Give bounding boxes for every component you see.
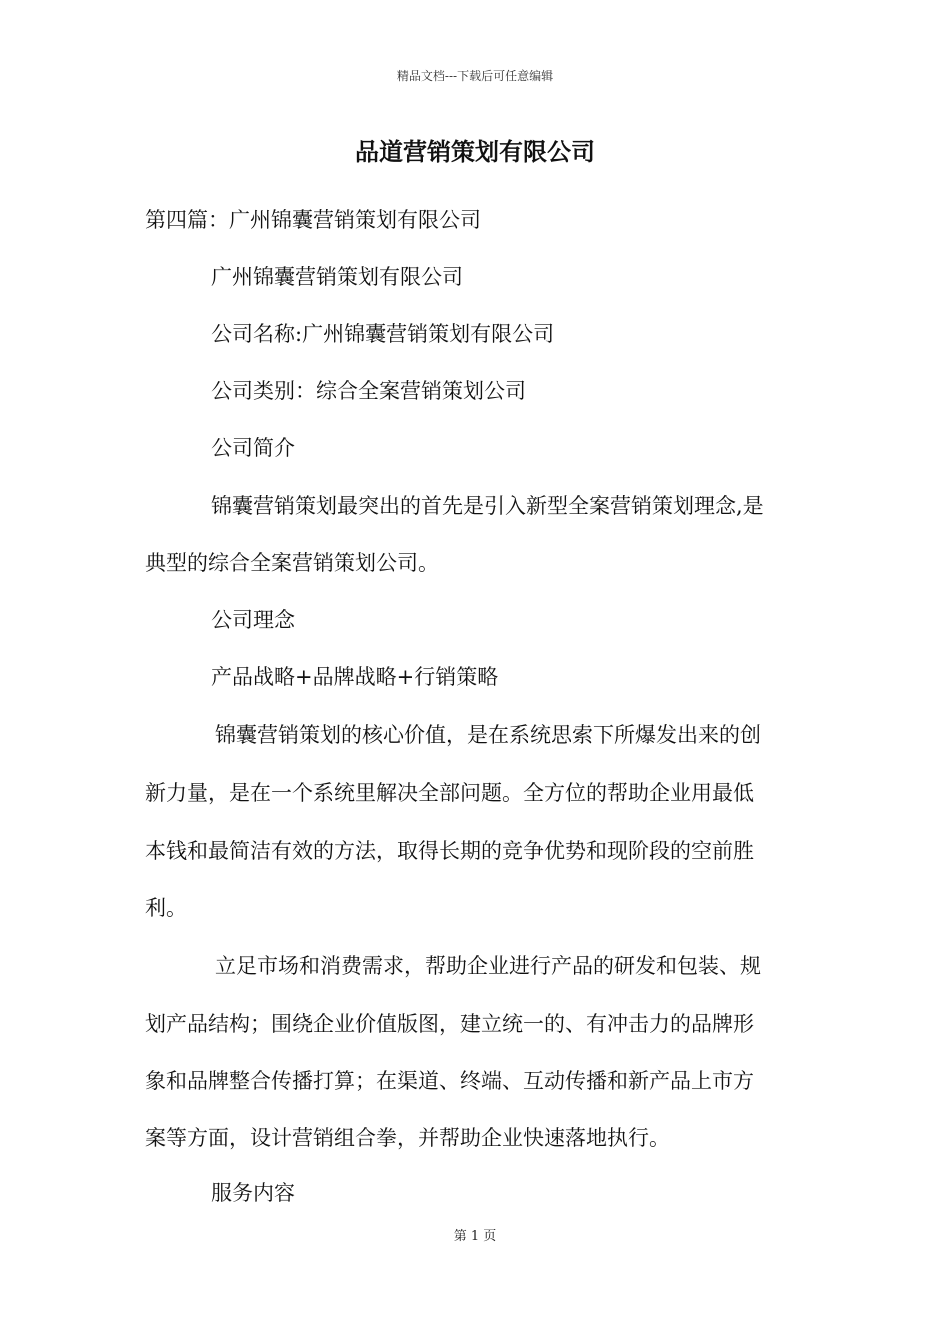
paragraph-line: 新力量，是在一个系统里解决全部问题。全方位的帮助企业用最低: [145, 781, 754, 805]
company-category-line: 公司类别：综合全案营销策划公司: [211, 379, 526, 403]
paragraph-line: 锦囊营销策划最突出的首先是引入新型全案营销策划理念,是: [211, 494, 764, 518]
company-philosophy-heading: 公司理念: [211, 608, 295, 632]
service-content-heading: 服务内容: [211, 1181, 295, 1205]
document-title: 品道营销策划有限公司: [355, 137, 595, 166]
company-intro-heading: 公司简介: [211, 436, 295, 460]
section-heading: 第四篇：广州锦囊营销策划有限公司: [145, 208, 481, 232]
paragraph-line: 本钱和最简洁有效的方法，取得长期的竞争优势和现阶段的空前胜: [145, 839, 754, 863]
company-philosophy-text: 产品战略+品牌战略+行销策略: [211, 665, 499, 689]
paragraph-line: 典型的综合全案营销策划公司。: [145, 551, 439, 575]
paragraph-line: 锦囊营销策划的核心价值，是在系统思索下所爆发出来的创: [215, 723, 761, 747]
paragraph-line: 案等方面，设计营销组合拳，并帮助企业快速落地执行。: [145, 1126, 670, 1150]
company-heading: 广州锦囊营销策划有限公司: [211, 265, 463, 289]
paragraph-line: 立足市场和消费需求，帮助企业进行产品的研发和包装、规: [215, 954, 761, 978]
page-number: 第 1 页: [453, 1229, 497, 1244]
paragraph-line: 象和品牌整合传播打算；在渠道、终端、互动传播和新产品上市方: [145, 1069, 754, 1093]
paragraph-line: 划产品结构；围绕企业价值版图，建立统一的、有冲击力的品牌形: [145, 1012, 754, 1036]
paragraph-line: 利。: [145, 896, 187, 920]
company-name-line: 公司名称:广州锦囊营销策划有限公司: [211, 322, 555, 346]
page-header-note: 精品文档---下载后可任意编辑: [396, 69, 554, 83]
